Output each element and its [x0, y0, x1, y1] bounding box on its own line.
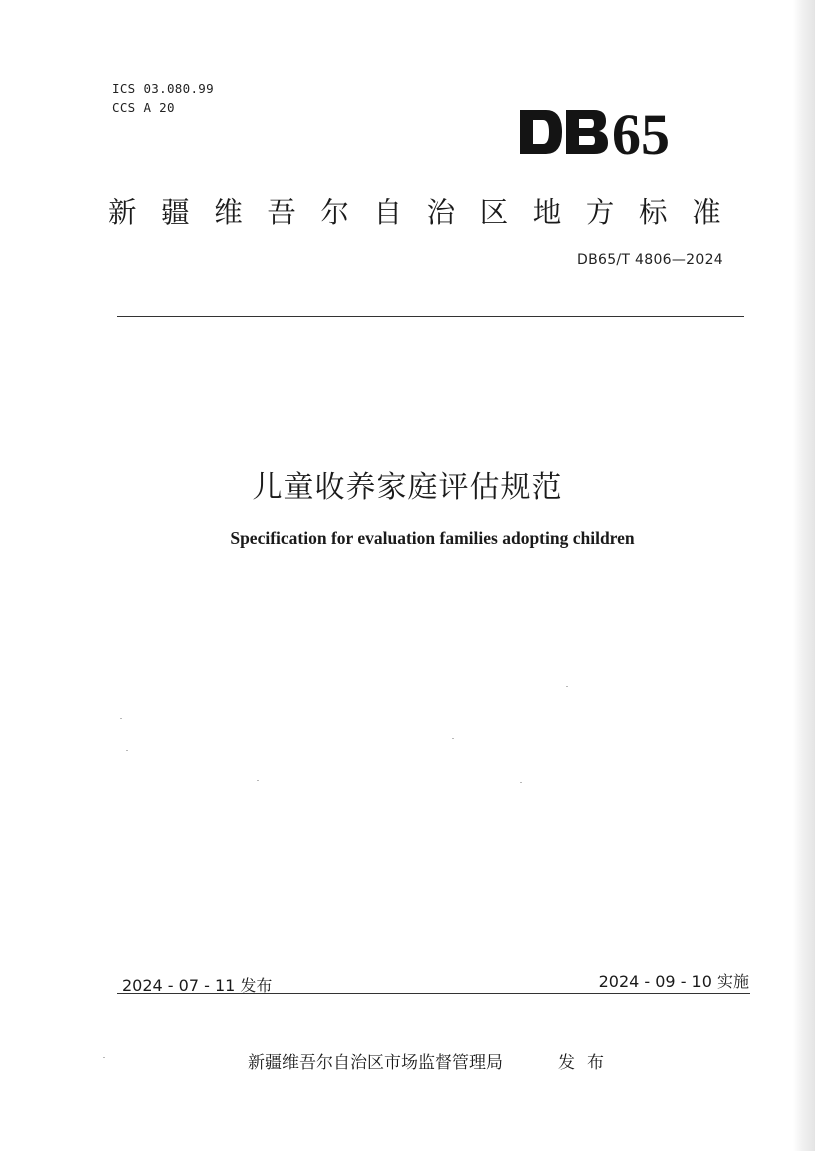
- scan-speck: [103, 1057, 105, 1058]
- issue-date: 2024 - 07 - 11 发布: [122, 976, 273, 995]
- standard-number: DB65/T 4806—2024: [577, 252, 723, 268]
- title-english: Specification for evaluation families adopting children: [230, 528, 635, 548]
- issue-action: 发布: [558, 1053, 616, 1073]
- scan-speck: [126, 750, 128, 751]
- scan-speck: [452, 738, 454, 739]
- scan-speck: [566, 686, 568, 687]
- svg-text:65: 65: [612, 102, 670, 162]
- ccs-code: A 20: [143, 100, 175, 115]
- ccs-line: [112, 100, 175, 115]
- db65-logo-icon: [516, 100, 694, 162]
- db65-logo: [516, 100, 694, 162]
- ics-line: [112, 81, 214, 96]
- scan-speck: [520, 782, 522, 783]
- scan-speck: [257, 780, 259, 781]
- ccs-label: CCS: [112, 100, 136, 115]
- issuing-authority: 新疆维吾尔自治区市场监督管理局: [248, 1053, 503, 1073]
- ics-label: ICS: [112, 81, 136, 96]
- title-chinese: 儿童收养家庭评估规范: [252, 470, 563, 505]
- implementation-date: 2024 - 09 - 10 实施: [598, 972, 749, 991]
- header-divider: [117, 316, 744, 317]
- scan-speck: [120, 718, 122, 719]
- footer-divider: [117, 993, 750, 994]
- standard-type: 新疆维吾尔自治区地方标准: [108, 196, 746, 229]
- scan-edge: [793, 0, 815, 1151]
- ics-code: 03.080.99: [143, 81, 214, 96]
